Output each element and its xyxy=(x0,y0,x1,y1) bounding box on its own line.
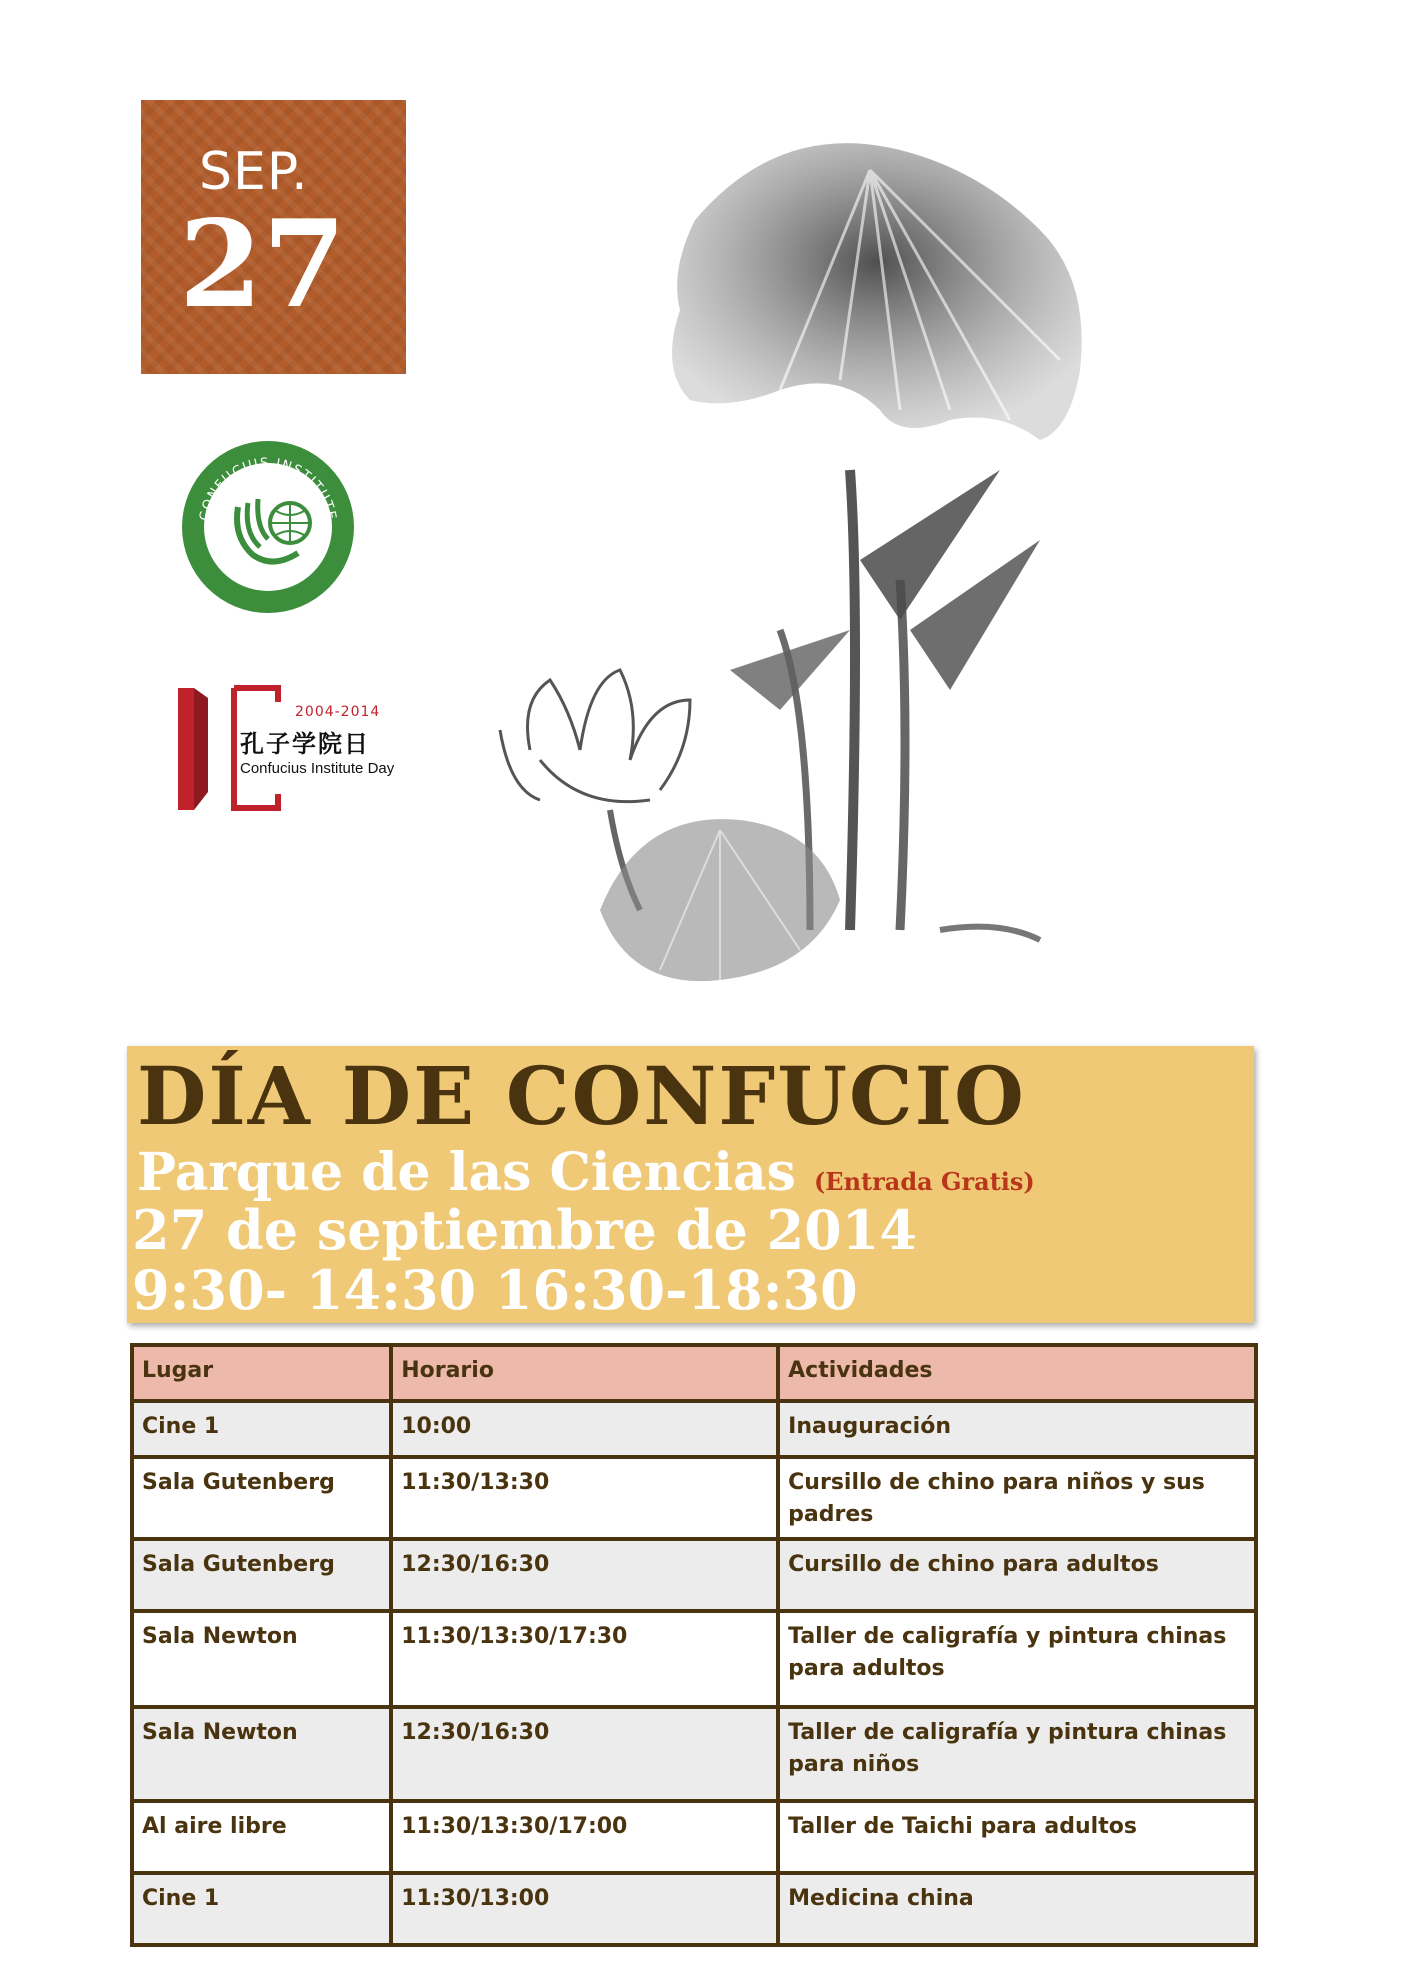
cell-lugar: Sala Gutenberg xyxy=(132,1539,391,1611)
event-banner xyxy=(127,1046,1254,1323)
table-row xyxy=(132,1801,1256,1873)
cell-actividad: Taller de Taichi para adultos xyxy=(778,1801,1256,1873)
schedule-table xyxy=(130,1343,1258,1947)
table-row xyxy=(132,1873,1256,1945)
cell-lugar: Sala Newton xyxy=(132,1707,391,1801)
table-header-row xyxy=(132,1345,1256,1401)
cell-lugar: Sala Gutenberg xyxy=(132,1457,391,1539)
venue-name: Parque de las Ciencias xyxy=(137,1142,796,1203)
table-row xyxy=(132,1707,1256,1801)
confucius-institute-logo xyxy=(178,437,358,617)
venue-note: (Entrada Gratis) xyxy=(813,1167,1035,1196)
svg-text:CONFUCIUS INSTITUTE: CONFUCIUS INSTITUTE xyxy=(197,455,339,522)
date-badge xyxy=(141,100,406,374)
event-title: DÍA DE CONFUCIO xyxy=(137,1049,1026,1143)
event-date: 27 de septiembre de 2014 xyxy=(132,1198,917,1262)
cell-actividad: Cursillo de chino para niños y sus padres xyxy=(778,1457,1256,1539)
cell-horario: 12:30/16:30 xyxy=(391,1539,778,1611)
header-actividades: Actividades xyxy=(778,1345,1256,1401)
lotus-ink-painting xyxy=(480,110,1220,1030)
cell-lugar: Cine 1 xyxy=(132,1401,391,1457)
header-horario: Horario xyxy=(391,1345,778,1401)
cell-actividad: Taller de caligrafía y pintura chinas para niños xyxy=(778,1707,1256,1801)
table-row xyxy=(132,1457,1256,1539)
cell-actividad: Taller de caligrafía y pintura chinas para adultos xyxy=(778,1611,1256,1707)
cell-lugar: Sala Newton xyxy=(132,1611,391,1707)
table-row xyxy=(132,1539,1256,1611)
event-hours: 9:30- 14:30 16:30-18:30 xyxy=(132,1258,858,1322)
cell-lugar: Cine 1 xyxy=(132,1873,391,1945)
cell-lugar: Al aire libre xyxy=(132,1801,391,1873)
table-row xyxy=(132,1611,1256,1707)
date-month: SEP. xyxy=(199,142,309,202)
ci-day-years: 2004-2014 xyxy=(295,704,381,720)
cell-horario: 11:30/13:30/17:00 xyxy=(391,1801,778,1873)
cell-actividad: Medicina china xyxy=(778,1873,1256,1945)
ci-day-chinese: 孔子学院日 xyxy=(240,729,370,758)
svg-text:孔子学院: 孔子学院 xyxy=(228,556,308,586)
date-day: 27 xyxy=(179,194,346,335)
table-row xyxy=(132,1401,1256,1457)
cell-actividad: Cursillo de chino para adultos xyxy=(778,1539,1256,1611)
cell-horario: 10:00 xyxy=(391,1401,778,1457)
header-lugar: Lugar xyxy=(132,1345,391,1401)
ci-day-english: Confucius Institute Day xyxy=(240,760,395,777)
cell-horario: 11:30/13:00 xyxy=(391,1873,778,1945)
cell-horario: 11:30/13:30 xyxy=(391,1457,778,1539)
cell-actividad: Inauguración xyxy=(778,1401,1256,1457)
cell-horario: 12:30/16:30 xyxy=(391,1707,778,1801)
cell-horario: 11:30/13:30/17:30 xyxy=(391,1611,778,1707)
